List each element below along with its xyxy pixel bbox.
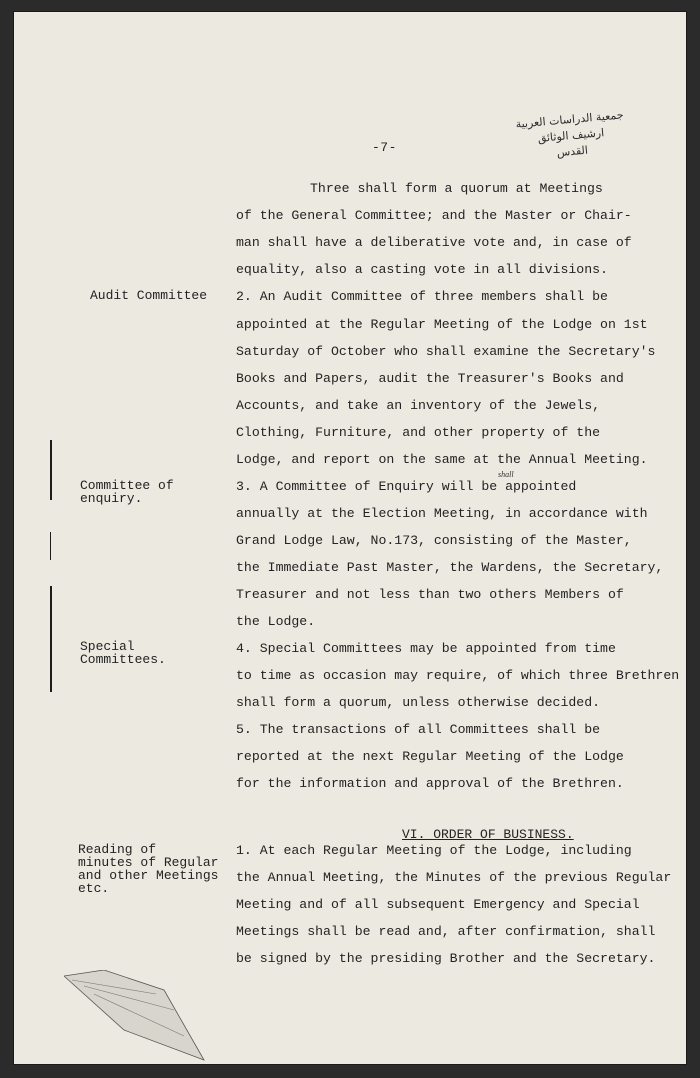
text-line: 1. At each Regular Meeting of the Lodge, including bbox=[236, 843, 632, 858]
text-line: be signed by the presiding Brother and the Secretary. bbox=[236, 951, 656, 966]
text-line: to time as occasion may require, of which three Brethren bbox=[236, 668, 680, 683]
margin-label-special: Special Committees. bbox=[80, 639, 166, 667]
text-line: shall form a quorum, unless otherwise decided. bbox=[236, 695, 601, 710]
text-line: Lodge, and report on the same at the Annual Meeting. bbox=[236, 452, 648, 467]
margin-bar bbox=[50, 586, 52, 692]
margin-label-audit: Audit Committee bbox=[90, 288, 208, 303]
text-line: appointed at the Regular Meeting of the Lodge on 1st bbox=[236, 317, 648, 332]
text-line: the Immediate Past Master, the Wardens, the Secretary, bbox=[236, 560, 664, 575]
page-number: -7- bbox=[372, 140, 397, 155]
text-line: Meetings shall be read and, after confirmation, shall bbox=[236, 924, 656, 939]
text-line: Saturday of October who shall examine the Secretary's bbox=[236, 344, 656, 359]
text-line: 2. An Audit Committee of three members shall be bbox=[236, 289, 608, 304]
text-line: man shall have a deliberative vote and, in case of bbox=[236, 235, 632, 250]
text-line: Grand Lodge Law, No.173, consisting of the Master, bbox=[236, 533, 632, 548]
text-line: equality, also a casting vote in all divisions. bbox=[236, 262, 608, 277]
text-line: 5. The transactions of all Committees shall be bbox=[236, 722, 601, 737]
section-heading: VI. ORDER OF BUSINESS. bbox=[402, 827, 574, 842]
archive-stamp bbox=[510, 107, 632, 165]
text-line: for the information and approval of the Brethren. bbox=[236, 776, 624, 791]
paper-crease-icon bbox=[64, 970, 214, 1070]
handwritten-note: shall bbox=[498, 470, 514, 479]
text-line: the Lodge. bbox=[236, 614, 316, 629]
margin-label-reading: Reading of minutes of Regular and other Meetings etc. bbox=[78, 842, 219, 896]
text-line: Meeting and of all subsequent Emergency and Special bbox=[236, 897, 640, 912]
margin-bar bbox=[50, 440, 52, 500]
text-line: Books and Papers, audit the Treasurer's Books and bbox=[236, 371, 624, 386]
text-line: Accounts, and take an inventory of the Jewels, bbox=[236, 398, 601, 413]
text-line: of the General Committee; and the Master or Chair- bbox=[236, 208, 632, 223]
stamp-line: ارشيف الوثائق bbox=[537, 126, 605, 145]
stamp-line: جمعية الدراسات العربية bbox=[515, 108, 625, 131]
text-line: annually at the Election Meeting, in accordance with bbox=[236, 506, 648, 521]
document-page bbox=[14, 12, 686, 1064]
stamp-line: القدس bbox=[556, 143, 589, 160]
text-line: Clothing, Furniture, and other property of the bbox=[236, 425, 601, 440]
text-line: 3. A Committee of Enquiry will be appointed bbox=[236, 479, 577, 494]
text-line: 4. Special Committees may be appointed from time bbox=[236, 641, 616, 656]
text-line: Treasurer and not less than two others Members of bbox=[236, 587, 624, 602]
margin-label-enquiry: Committee of enquiry. bbox=[80, 478, 174, 506]
margin-bar bbox=[50, 532, 51, 560]
text-line: reported at the next Regular Meeting of the Lodge bbox=[236, 749, 624, 764]
text-line: the Annual Meeting, the Minutes of the previous Regular bbox=[236, 870, 672, 885]
text-line: Three shall form a quorum at Meetings bbox=[310, 181, 603, 196]
